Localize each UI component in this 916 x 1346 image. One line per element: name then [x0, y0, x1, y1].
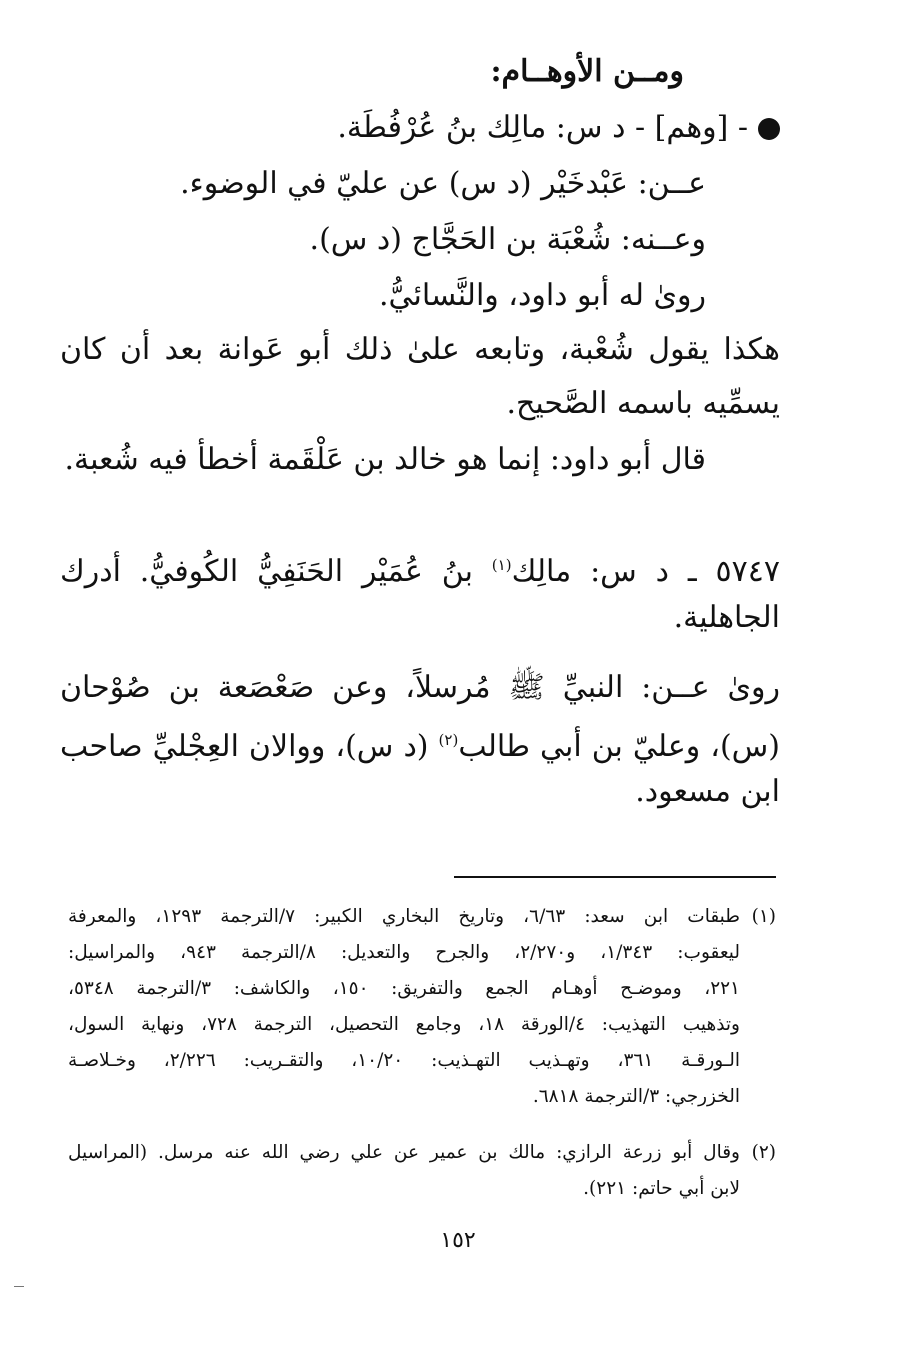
narrated-by-line: وعــنه: شُعْبَة بن الحَجَّاج (د س). [309, 222, 706, 257]
narrated-from-line: روىٰ عــن: النبيِّ ﷺ مُرسلاً، وعن صَعْصَعة بن صُوْحان [60, 670, 780, 705]
bullet-icon [758, 118, 780, 140]
footnote-line: طبقات ابن سعد: ٦/٦٣، وتاريخ البخاري الكبير: ٧/الترجمة ١٢٩٣، والمعرفة [68, 906, 740, 927]
abu-dawud-quote: قال أبو داود: إنما هو خالد بن عَلْقَمة أخطأ فيه شُعبة. [64, 442, 706, 477]
footnote-number: (٢) [751, 1142, 776, 1163]
footnote-line: وقال أبو زرعة الرازي: مالك بن عمير عن علي رضي الله عنه مرسل. (المراسيل [68, 1142, 740, 1163]
biography-header [60, 545, 780, 592]
margin-mark [14, 1286, 24, 1287]
paragraph-line: يسمِّيه باسمه الصَّحيح. [506, 386, 780, 421]
footnote-line: الخزرجي: ٣/الترجمة ٦٨١٨. [532, 1086, 740, 1107]
footnote-line: لابن أبي حاتم: ٢٢١). [583, 1178, 740, 1199]
narrated-from-line: عــن: عَبْدخَيْر (د س) عن عليّ في الوضوء. [180, 166, 706, 201]
wahm-entry-line [60, 108, 780, 148]
paragraph-line: هكذا يقول شُعْبة، وتابعه علىٰ ذلك أبو عَوانة بعد أن كان [60, 332, 780, 367]
wahm-entry-text: - [وهم] - د س: مالِك بنُ عُرْفُطَة. [337, 110, 748, 145]
narrator-text: (س)، وعليّ بن أبي طالب [458, 729, 780, 764]
page-number: ١٥٢ [440, 1228, 476, 1253]
narrated-from-line: ابن مسعود. [635, 774, 780, 809]
footnote-line: ٢٢١، وموضـح أوهـام الجمع والتفريق: ١٥٠، والكاشف: ٣/الترجمة ٥٣٤٨، [68, 978, 740, 999]
footnote-ref-2[interactable]: (٢) [438, 731, 459, 749]
footnote-number: (١) [751, 906, 776, 927]
entry-number-name: ٥٧٤٧ ـ د س: مالِك [511, 554, 780, 589]
narrated-for-line: روىٰ له أبو داود، والنَّسائيُّ. [378, 278, 706, 313]
narrator-text-rest: (د س)، ووالان العِجْليِّ صاحب [60, 729, 439, 764]
footnote-line: الـورقـة ٣٦١، وتهـذيب التهـذيب: ١٠/٢٠، والتقـريب: ٢/٢٢٦، وخـلاصـة [68, 1050, 741, 1071]
footnote-ref-1[interactable]: (١) [491, 556, 512, 574]
biography-line: الجاهلية. [673, 600, 780, 635]
footnote-divider [454, 876, 776, 878]
narrated-from-line [60, 720, 780, 767]
entry-name-rest: بنُ عُمَيْر الحَنَفِيُّ الكُوفيُّ. أدرك [60, 554, 492, 589]
section-heading: ومــن الأوهــام: [490, 54, 684, 89]
footnote-line: وتذهيب التهذيب: ٤/الورقة ١٨، وجامع التحصيل، الترجمة ٧٢٨، ونهاية السول، [68, 1014, 740, 1035]
footnote-line: ليعقوب: ١/٣٤٣، و٢/٢٧٠، والجرح والتعديل: ٨/الترجمة ٩٤٣، والمراسيل: [68, 942, 741, 963]
